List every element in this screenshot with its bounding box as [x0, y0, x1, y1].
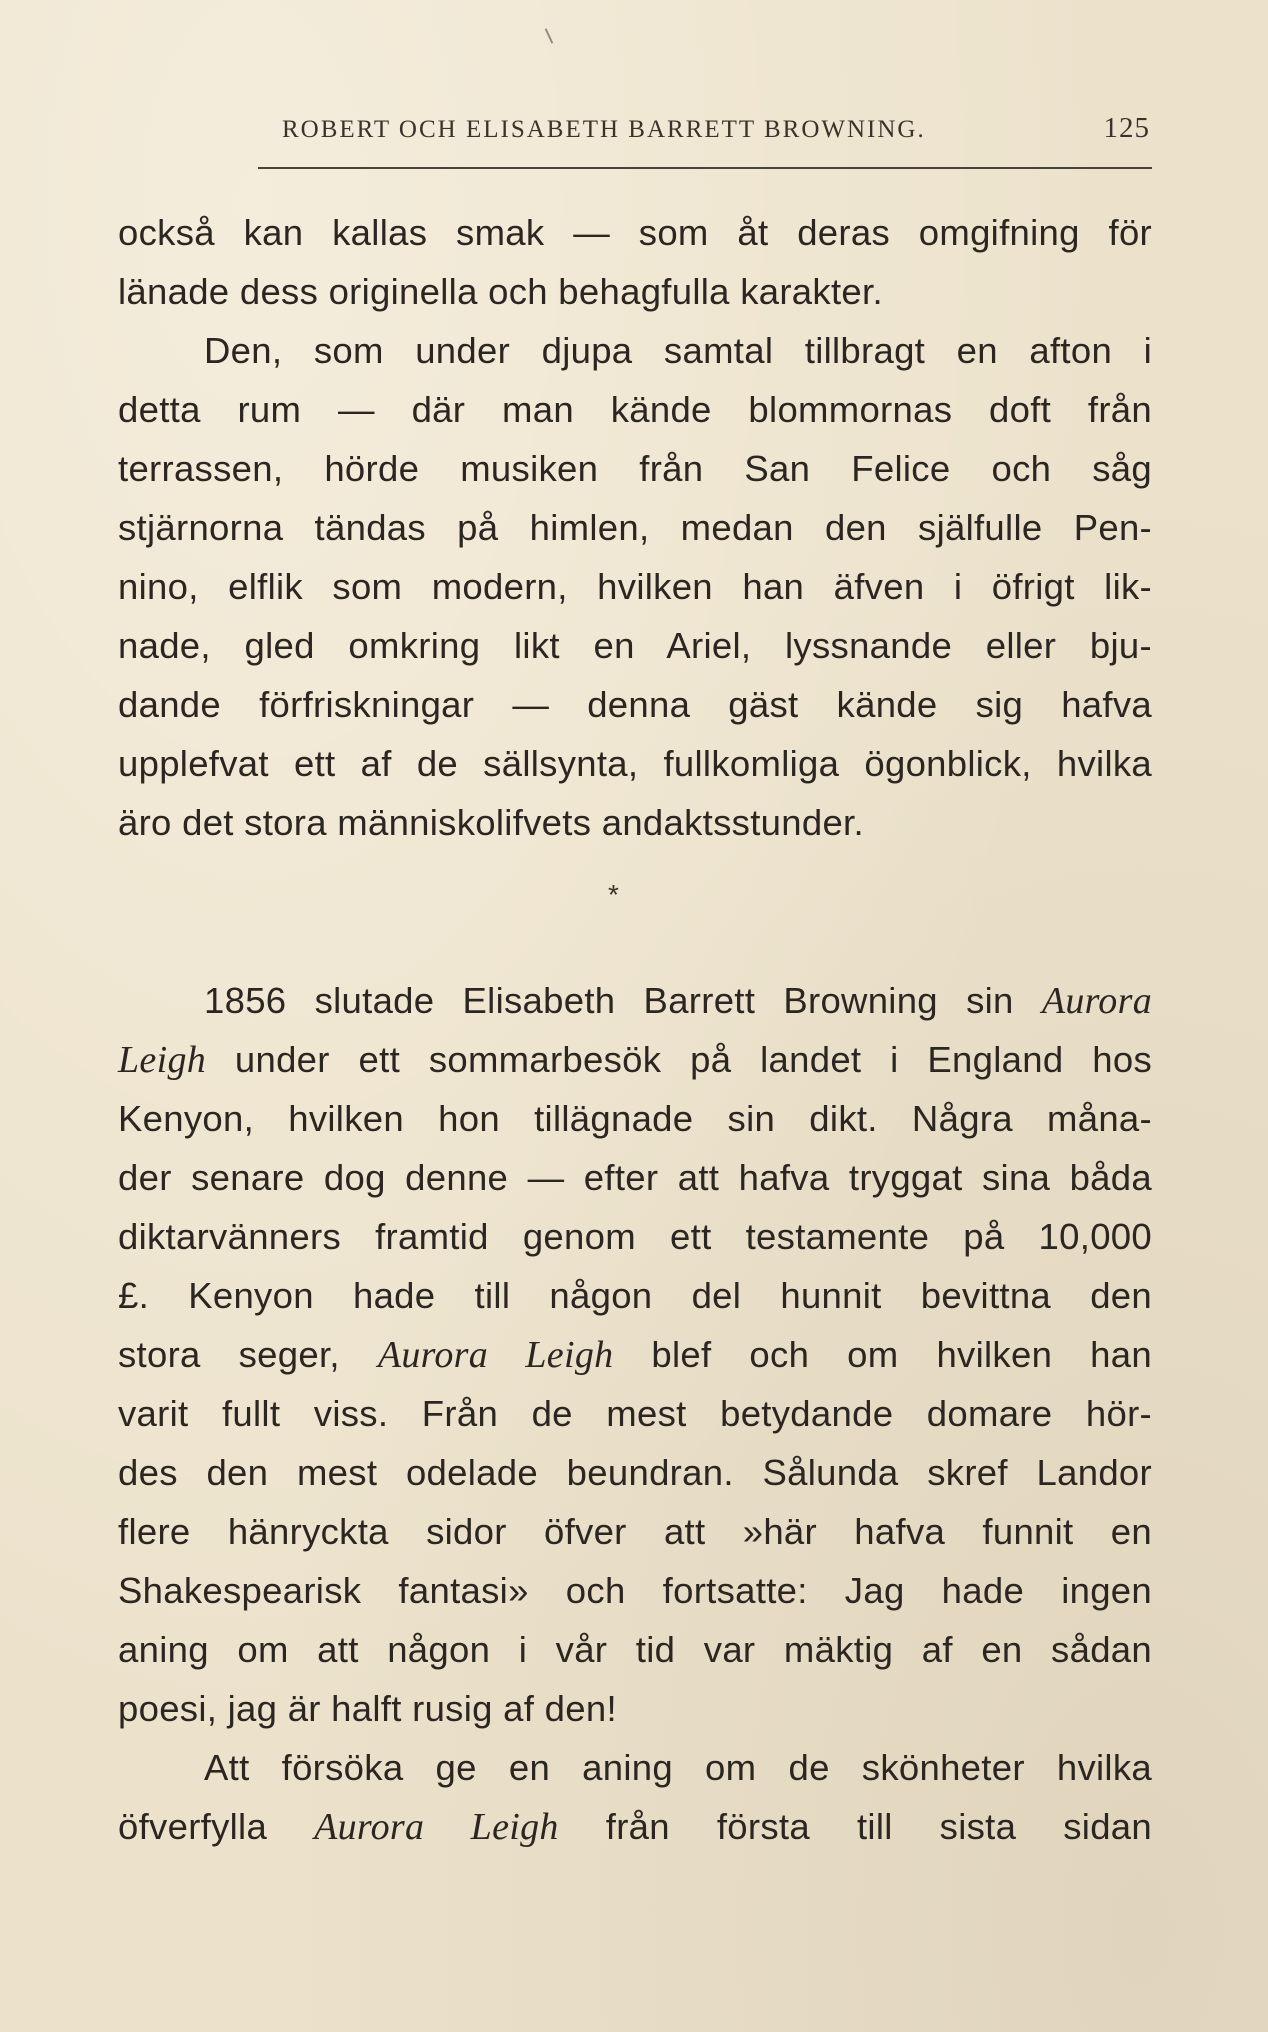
text-segment: från första till sista sidan [605, 1806, 1152, 1847]
text-line [118, 1034, 1152, 1086]
text-line: aning om att någon i vår tid var mäktig af en sådan [118, 1629, 1152, 1670]
text-segment: stora seger, [118, 1334, 340, 1375]
text-line: nino, elflik som modern, hvilken han äfven i öfrigt lik- [118, 566, 1152, 607]
text-line [204, 975, 1152, 1027]
text-line: varit fullt viss. Från de mest betydande domare hör- [118, 1393, 1152, 1434]
running-head-title: ROBERT OCH ELISABETH BARRETT BROWNING. [282, 116, 926, 143]
text-line [118, 1801, 1152, 1853]
text-line: detta rum — där man kände blommornas doft från [118, 389, 1152, 430]
text-line [118, 1329, 1152, 1381]
book-title-italic: Aurora [1041, 980, 1152, 1022]
running-head [282, 112, 1150, 152]
text-line: der senare dog denne — efter att hafva tryggat sina båda [118, 1157, 1152, 1198]
text-line: Kenyon, hvilken hon tillägnade sin dikt. Några måna- [118, 1098, 1152, 1139]
book-title-italic: Aurora Leigh [377, 1334, 614, 1376]
text-segment: blef och om hvilken han [651, 1334, 1152, 1375]
text-line: des den mest odelade beundran. Sålunda skref Landor [118, 1452, 1152, 1493]
text-line: Att försöka ge en aning om de skönheter hvilka [204, 1747, 1152, 1788]
text-segment: 1856 slutade Elisabeth Barrett Browning sin [204, 980, 1014, 1021]
page-number: 125 [1103, 112, 1150, 144]
text-line: upplefvat ett af de sällsynta, fullkomliga ögonblick, hvilka [118, 743, 1152, 784]
section-separator: * [608, 879, 619, 910]
text-line: dande förfriskningar — denna gäst kände sig hafva [118, 684, 1152, 725]
text-line: £. Kenyon hade till någon del hunnit bevittna den [118, 1275, 1152, 1316]
text-line: flere hänryckta sidor öfver att »här hafva funnit en [118, 1511, 1152, 1552]
text-segment: öfverfylla [118, 1806, 268, 1847]
text-line: diktarvänners framtid genom ett testamente på 10,000 [118, 1216, 1152, 1257]
stray-mark [545, 28, 554, 43]
text-segment: under ett sommarbesök på landet i England hos [234, 1039, 1152, 1080]
text-line: terrassen, hörde musiken från San Felice och såg [118, 448, 1152, 489]
text-line: länade dess originella och behagfulla karakter. [118, 271, 883, 312]
book-title-italic: Aurora Leigh [314, 1806, 559, 1848]
text-line: nade, gled omkring likt en Ariel, lyssnande eller bju- [118, 625, 1152, 666]
text-line: äro det stora människolifvets andaktsstunder. [118, 802, 864, 843]
text-line: poesi, jag är halft rusig af den! [118, 1688, 617, 1729]
book-title-italic: Leigh [118, 1039, 207, 1081]
text-line: Den, som under djupa samtal tillbragt en afton i [204, 330, 1152, 371]
text-line: också kan kallas smak — som åt deras omgifning för [118, 212, 1152, 253]
text-line: Shakespearisk fantasi» och fortsatte: Jag hade ingen [118, 1570, 1152, 1611]
header-rule [258, 167, 1152, 169]
text-line: stjärnorna tändas på himlen, medan den själfulle Pen- [118, 507, 1152, 548]
